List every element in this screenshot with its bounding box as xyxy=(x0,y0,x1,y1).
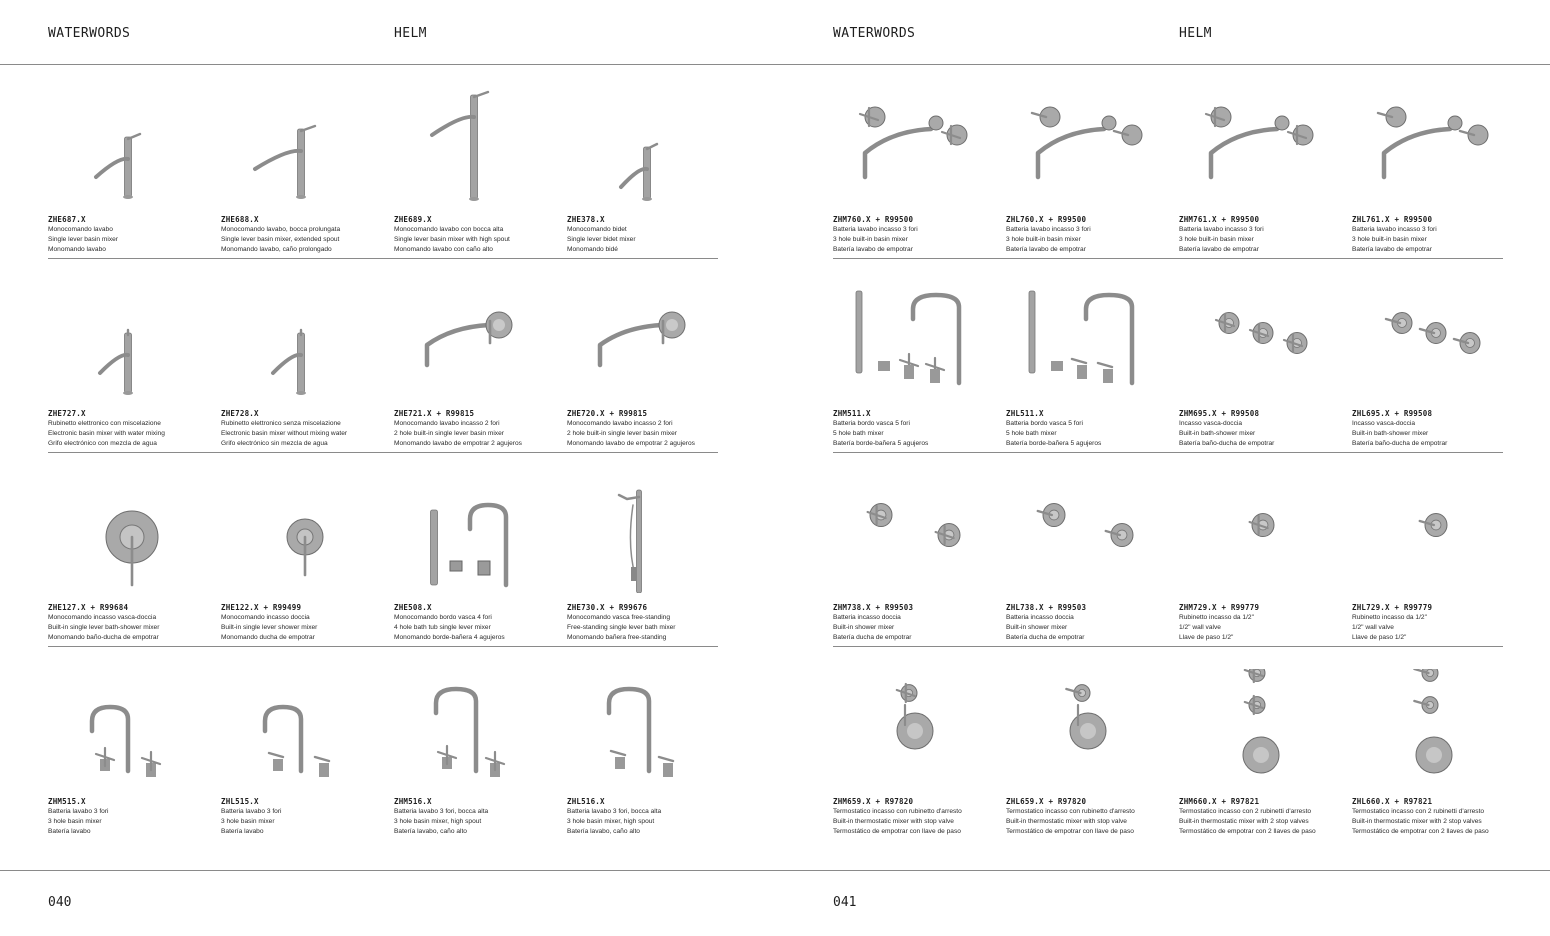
product-desc-en: 3 hole built-in basin mixer xyxy=(1006,236,1081,243)
bath-5-hole-cross-icon xyxy=(833,281,1001,399)
product-desc-it: Batteria lavabo incasso 3 fori xyxy=(1179,226,1264,233)
product-desc-en: 5 hole bath mixer xyxy=(833,430,884,437)
product-desc-en: Built-in single lever bath-shower mixer xyxy=(48,624,160,631)
product-desc-it: Batteria bordo vasca 5 fori xyxy=(833,420,910,427)
product-card xyxy=(394,453,562,647)
product-desc-en: 3 hole basin mixer, high spout xyxy=(394,818,482,825)
product-desc-it: Batteria bordo vasca 5 fori xyxy=(1006,420,1083,427)
product-desc-it: Rubinetto incasso da 1/2" xyxy=(1352,614,1427,621)
product-desc-en: 1/2" wall valve xyxy=(1352,624,1394,631)
three-hole-lever-icon xyxy=(221,669,389,787)
product-desc-es: Grifo electrónico con mezcla de agua xyxy=(48,440,157,447)
product-desc-it: Batteria lavabo 3 fori xyxy=(221,808,282,815)
product-desc-es: Termostático de empotrar con llave de paso xyxy=(1006,828,1134,835)
product-code: ZHL761.X + R99500 xyxy=(1352,215,1433,224)
header-right-series: HELM xyxy=(1179,26,1212,41)
product-desc-es: Monomando lavabo con caño alto xyxy=(394,246,493,253)
product-desc-es: Batería lavabo de empotrar xyxy=(1352,246,1432,253)
product-row xyxy=(48,647,718,841)
product-desc-en: Electronic basin mixer without mixing water xyxy=(221,430,348,437)
product-card xyxy=(1352,65,1520,259)
product-code: ZHL760.X + R99500 xyxy=(1006,215,1087,224)
round-plate-large-icon xyxy=(48,475,216,593)
three-hole-cross-high-icon xyxy=(394,669,562,787)
product-code: ZHE727.X xyxy=(48,409,86,418)
product-desc-it: Termostatico incasso con rubinetto d'arresto xyxy=(833,808,962,815)
product-desc-it: Termostatico incasso con 2 rubinetti d'arresto xyxy=(1352,808,1485,815)
product-desc-it: Batteria incasso doccia xyxy=(1006,614,1074,621)
product-desc-es: Batería ducha de empotrar xyxy=(833,634,912,641)
product-desc-en: 2 hole built-in single lever basin mixer xyxy=(567,430,677,437)
product-desc-es: Batería borde-bañera 5 agujeros xyxy=(833,440,929,447)
product-desc-es: Monomando ducha de empotrar xyxy=(221,634,315,641)
short-basin-mixer-icon xyxy=(48,87,216,205)
product-card xyxy=(48,259,216,453)
wall-3-hole-lever-icon xyxy=(1006,87,1174,205)
thermostatic-1-cross-icon xyxy=(833,669,1001,787)
product-desc-en: Electronic basin mixer with water mixing xyxy=(48,430,165,437)
product-desc-en: 3 hole basin mixer, high spout xyxy=(567,818,655,825)
product-desc-it: Monocomando lavabo incasso 2 fori xyxy=(567,420,673,427)
product-row xyxy=(833,259,1503,453)
product-card xyxy=(1352,259,1520,453)
product-card xyxy=(833,453,1001,647)
product-desc-en: 3 hole basin mixer xyxy=(221,818,275,825)
product-desc-en: Built-in thermostatic mixer with 2 stop valves xyxy=(1352,818,1482,825)
product-code: ZHL738.X + R99503 xyxy=(1006,603,1087,612)
product-card xyxy=(567,453,735,647)
product-desc-en: Built-in thermostatic mixer with stop valve xyxy=(1006,818,1127,825)
right-product-grid xyxy=(833,65,1503,841)
product-desc-es: Termostático de empotrar con llave de paso xyxy=(833,828,961,835)
thermostatic-1-lever-icon xyxy=(1006,669,1174,787)
product-desc-en: Single lever basin mixer with high spout xyxy=(394,236,510,243)
round-plate-small-icon xyxy=(221,475,389,593)
product-card xyxy=(1179,65,1347,259)
two-valves-cross-icon xyxy=(833,475,1001,593)
product-card xyxy=(394,65,562,259)
product-code: ZHL729.X + R99779 xyxy=(1352,603,1433,612)
product-desc-es: Termostático de empotrar con 2 llaves de paso xyxy=(1179,828,1316,835)
product-code: ZHL516.X xyxy=(567,797,605,806)
electronic-tap-icon xyxy=(48,281,216,399)
product-desc-it: Monocomando incasso vasca-doccia xyxy=(48,614,157,621)
product-card xyxy=(221,259,389,453)
product-card xyxy=(48,65,216,259)
product-desc-en: Single lever basin mixer xyxy=(48,236,118,243)
freestanding-icon xyxy=(567,475,735,593)
product-desc-it: Incasso vasca-doccia xyxy=(1179,420,1243,427)
product-card xyxy=(221,453,389,647)
product-card xyxy=(48,453,216,647)
product-card xyxy=(1179,259,1347,453)
product-row xyxy=(48,453,718,647)
three-hole-lever-high-icon xyxy=(567,669,735,787)
product-desc-it: Rubinetto elettronico con miscelazione xyxy=(48,420,161,427)
product-desc-es: Monomando lavabo, caño prolongado xyxy=(221,246,332,253)
product-desc-it: Batteria lavabo 3 fori, bocca alta xyxy=(394,808,489,815)
product-desc-en: 3 hole built-in basin mixer xyxy=(1179,236,1254,243)
product-desc-es: Termostático de empotrar con 2 llaves de paso xyxy=(1352,828,1489,835)
product-desc-en: 2 hole built-in single lever basin mixer xyxy=(394,430,504,437)
product-card xyxy=(1352,647,1520,841)
product-desc-es: Batería lavabo de empotrar xyxy=(1179,246,1259,253)
product-code: ZHL515.X xyxy=(221,797,259,806)
product-desc-en: 5 hole bath mixer xyxy=(1006,430,1057,437)
product-code: ZHE378.X xyxy=(567,215,605,224)
product-desc-en: 3 hole built-in basin mixer xyxy=(833,236,908,243)
product-desc-it: Rubinetto incasso da 1/2" xyxy=(1179,614,1254,621)
header-right-brand: WATERWORDS xyxy=(833,26,916,41)
product-desc-es: Monomando borde-bañera 4 agujeros xyxy=(394,634,505,641)
product-code: ZHL660.X + R97821 xyxy=(1352,797,1433,806)
product-desc-it: Batteria lavabo 3 fori xyxy=(48,808,109,815)
tall-basin-mixer-icon xyxy=(394,87,562,205)
product-desc-es: Monomando bañera free-standing xyxy=(567,634,667,641)
product-code: ZHE687.X xyxy=(48,215,86,224)
product-row xyxy=(833,453,1503,647)
product-card xyxy=(1006,259,1174,453)
product-code: ZHE689.X xyxy=(394,215,432,224)
product-desc-en: Built-in single lever shower mixer xyxy=(221,624,318,631)
product-card xyxy=(221,647,389,841)
product-card xyxy=(394,259,562,453)
product-card xyxy=(1179,647,1347,841)
product-card xyxy=(48,647,216,841)
wall-mixer-icon xyxy=(567,281,735,399)
product-desc-it: Monocomando lavabo, bocca prolungata xyxy=(221,226,341,233)
product-code: ZHM695.X + R99508 xyxy=(1179,409,1260,418)
product-card xyxy=(1006,647,1174,841)
page-number-left: 040 xyxy=(48,895,72,910)
single-valve-lever-icon xyxy=(1352,475,1520,593)
product-card xyxy=(833,647,1001,841)
product-card xyxy=(567,259,735,453)
two-valves-lever-icon xyxy=(1006,475,1174,593)
product-desc-it: Monocomando bidet xyxy=(567,226,627,233)
three-valves-lever-icon xyxy=(1352,281,1520,399)
electronic-tap-icon xyxy=(221,281,389,399)
thermostatic-2-lever-icon xyxy=(1352,669,1520,787)
product-desc-es: Monomando lavabo de empotrar 2 agujeros xyxy=(567,440,695,447)
product-desc-en: Built-in shower mixer xyxy=(1006,624,1068,631)
left-product-grid xyxy=(48,65,718,841)
product-desc-es: Monomando lavabo de empotrar 2 agujeros xyxy=(394,440,522,447)
thermostatic-2-cross-icon xyxy=(1179,669,1347,787)
product-desc-es: Monomando lavabo xyxy=(48,246,106,253)
product-desc-es: Grifo electrónico sin mezcla de agua xyxy=(221,440,328,447)
product-code: ZHM660.X + R97821 xyxy=(1179,797,1260,806)
product-desc-es: Llave de paso 1/2" xyxy=(1352,634,1407,641)
product-card xyxy=(833,259,1001,453)
product-desc-en: Single lever bidet mixer xyxy=(567,236,636,243)
product-desc-es: Batería lavabo xyxy=(48,828,91,835)
product-desc-es: Monomando bidé xyxy=(567,246,618,253)
product-desc-en: Built-in thermostatic mixer with 2 stop valves xyxy=(1179,818,1309,825)
product-desc-en: Built-in bath-shower mixer xyxy=(1352,430,1429,437)
footer-divider xyxy=(0,870,1550,871)
extended-basin-mixer-icon xyxy=(221,87,389,205)
product-desc-it: Monocomando lavabo incasso 2 fori xyxy=(394,420,500,427)
product-row xyxy=(48,259,718,453)
product-row xyxy=(833,647,1503,841)
product-desc-en: 3 hole built-in basin mixer xyxy=(1352,236,1427,243)
product-desc-it: Batteria lavabo incasso 3 fori xyxy=(1352,226,1437,233)
product-desc-it: Batteria incasso doccia xyxy=(833,614,901,621)
product-code: ZHL511.X xyxy=(1006,409,1044,418)
product-desc-en: 4 hole bath tub single lever mixer xyxy=(394,624,491,631)
bidet-mixer-icon xyxy=(567,87,735,205)
product-code: ZHM738.X + R99503 xyxy=(833,603,914,612)
product-desc-en: Built-in thermostatic mixer with stop valve xyxy=(833,818,954,825)
product-desc-it: Batteria lavabo 3 fori, bocca alta xyxy=(567,808,662,815)
product-desc-en: Free-standing single lever bath mixer xyxy=(567,624,676,631)
product-desc-it: Monocomando lavabo con bocca alta xyxy=(394,226,504,233)
product-code: ZHE127.X + R99684 xyxy=(48,603,129,612)
product-code: ZHL695.X + R99508 xyxy=(1352,409,1433,418)
product-desc-es: Batería baño-ducha de empotrar xyxy=(1352,440,1448,447)
product-desc-it: Rubinetto elettronico senza miscelazione xyxy=(221,420,341,427)
product-desc-it: Batteria lavabo incasso 3 fori xyxy=(1006,226,1091,233)
product-code: ZHM659.X + R97820 xyxy=(833,797,914,806)
wall-3-hole-cross-icon xyxy=(1179,87,1347,205)
product-code: ZHE688.X xyxy=(221,215,259,224)
product-row xyxy=(48,65,718,259)
product-desc-en: 3 hole basin mixer xyxy=(48,818,102,825)
product-desc-es: Batería borde-bañera 5 agujeros xyxy=(1006,440,1102,447)
product-desc-es: Batería lavabo, caño alto xyxy=(394,828,467,835)
product-desc-it: Monocomando lavabo xyxy=(48,226,113,233)
three-hole-cross-icon xyxy=(48,669,216,787)
product-desc-es: Llave de paso 1/2" xyxy=(1179,634,1234,641)
product-desc-it: Monocomando incasso doccia xyxy=(221,614,310,621)
product-desc-it: Monocomando bordo vasca 4 fori xyxy=(394,614,492,621)
product-desc-es: Batería lavabo de empotrar xyxy=(1006,246,1086,253)
product-desc-es: Batería lavabo xyxy=(221,828,264,835)
wall-3-hole-lever-icon xyxy=(1352,87,1520,205)
product-code: ZHE508.X xyxy=(394,603,432,612)
product-desc-en: Built-in shower mixer xyxy=(833,624,895,631)
single-valve-cross-icon xyxy=(1179,475,1347,593)
product-card xyxy=(1352,453,1520,647)
product-code: ZHM760.X + R99500 xyxy=(833,215,914,224)
product-desc-en: Single lever basin mixer, extended spout xyxy=(221,236,340,243)
product-code: ZHE728.X xyxy=(221,409,259,418)
product-code: ZHE720.X + R99815 xyxy=(567,409,648,418)
three-valves-cross-icon xyxy=(1179,281,1347,399)
product-code: ZHM729.X + R99779 xyxy=(1179,603,1260,612)
product-card xyxy=(221,65,389,259)
product-card xyxy=(833,65,1001,259)
product-card xyxy=(394,647,562,841)
page-number-right: 041 xyxy=(833,895,857,910)
product-code: ZHM516.X xyxy=(394,797,432,806)
product-code: ZHM511.X xyxy=(833,409,871,418)
product-code: ZHM761.X + R99500 xyxy=(1179,215,1260,224)
product-desc-es: Batería baño-ducha de empotrar xyxy=(1179,440,1275,447)
product-card xyxy=(567,65,735,259)
header-left-brand: WATERWORDS xyxy=(48,26,131,41)
wall-mixer-icon xyxy=(394,281,562,399)
header-left-series: HELM xyxy=(394,26,427,41)
product-code: ZHE730.X + R99676 xyxy=(567,603,648,612)
product-desc-es: Batería lavabo de empotrar xyxy=(833,246,913,253)
product-row xyxy=(833,65,1503,259)
product-desc-es: Batería ducha de empotrar xyxy=(1006,634,1085,641)
product-desc-en: 1/2" wall valve xyxy=(1179,624,1221,631)
product-desc-it: Incasso vasca-doccia xyxy=(1352,420,1416,427)
product-card xyxy=(1006,65,1174,259)
product-desc-it: Monocomando vasca free-standing xyxy=(567,614,670,621)
product-desc-it: Termostatico incasso con 2 rubinetti d'arresto xyxy=(1179,808,1312,815)
product-desc-en: Built-in bath-shower mixer xyxy=(1179,430,1256,437)
wall-3-hole-cross-icon xyxy=(833,87,1001,205)
product-card xyxy=(567,647,735,841)
product-desc-es: Monomando baño-ducha de empotrar xyxy=(48,634,159,641)
product-card xyxy=(1006,453,1174,647)
product-code: ZHL659.X + R97820 xyxy=(1006,797,1087,806)
product-desc-it: Termostatico incasso con rubinetto d'arresto xyxy=(1006,808,1135,815)
product-card xyxy=(1179,453,1347,647)
product-code: ZHE721.X + R99815 xyxy=(394,409,475,418)
product-code: ZHE122.X + R99499 xyxy=(221,603,302,612)
product-desc-es: Batería lavabo, caño alto xyxy=(567,828,640,835)
product-desc-it: Batteria lavabo incasso 3 fori xyxy=(833,226,918,233)
bath-5-hole-lever-icon xyxy=(1006,281,1174,399)
bath-4-hole-icon xyxy=(394,475,562,593)
product-code: ZHM515.X xyxy=(48,797,86,806)
